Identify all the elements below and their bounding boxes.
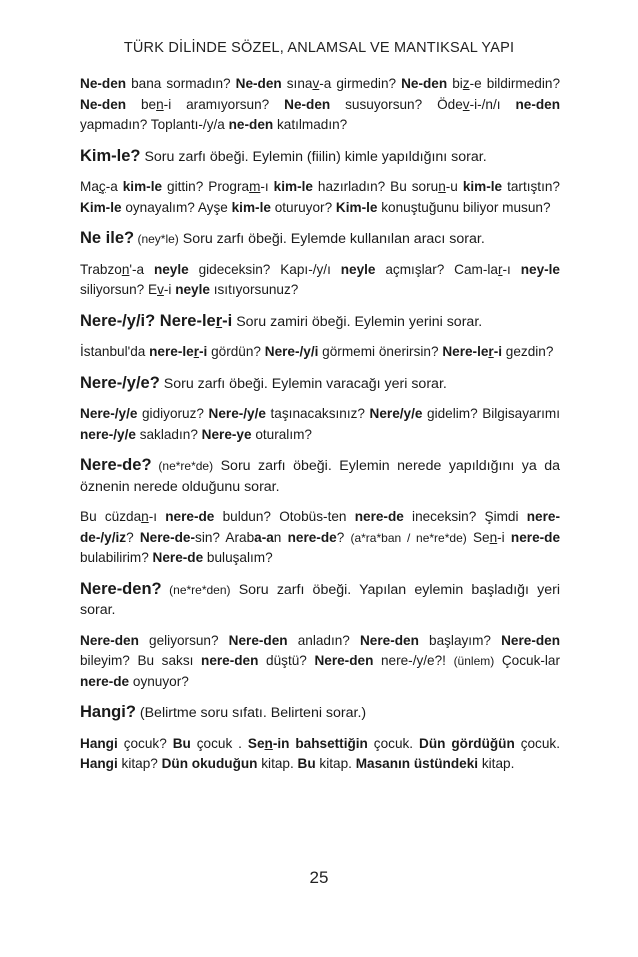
- paragraph-nereden-examples: Nere-den geliyorsun? Nere-den anladın? Nere-den başlayım? Nere-den bileyim? Bu saksı nere-den düştü? Nere-den nere-/y/e?! (ünlem) Çocuk-lar nere-de oynuyor?: [80, 632, 561, 689]
- running-header: TÜRK DİLİNDE SÖZEL, ANLAMSAL VE MANTIKSAL YAPI: [123, 40, 515, 56]
- paragraph-kimle-examples: Maç-a kim-le gittin? Program-ı kim-le hazırladın? Bu sorun-u kim-le tartıştın? Kim-le oynayalım? Ayşe kim-le oturuyor? Kim-le konuştuğunu biliyor musun?: [80, 179, 560, 215]
- page-body: [80, 74, 560, 775]
- paragraph-nereye-examples: Nere-/y/e gidiyoruz? Nere-/y/e taşınacaksınız? Nere/y/e gidelim? Bilgisayarımı nere-/y/e sakladın? Nere-ye oturalım?: [80, 406, 561, 442]
- heading-nereye: Nere-/y/e? Soru zarfı öbeği. Eylemin varacağı yeri sorar.: [80, 373, 447, 392]
- heading-nereyi: Nere-/y/i? Nere-ler-i Soru zamiri öbeği. Eylemin yerini sorar.: [80, 311, 483, 330]
- heading-ne-ile: Ne ile? (ney*le) Soru zarfı öbeği. Eylemde kullanılan aracı sorar.: [80, 229, 485, 247]
- heading-hangi: Hangi? (Belirtme soru sıfatı. Belirteni sorar.): [80, 703, 367, 721]
- paragraph-neyle-examples: Trabzon'-a neyle gideceksin? Kapı-/y/ı neyle açmışlar? Cam-lar-ı ney-le siliyorsun? Ev-i neyle ısıtıyorsunuz?: [80, 261, 560, 297]
- paragraph-hangi-examples: Hangi çocuk? Bu çocuk . Sen-in bahsettiğin çocuk. Dün gördüğün çocuk. Hangi kitap? Dün okuduğun kitap. Bu kitap. Masanın üstündeki kitap.: [80, 735, 560, 771]
- paragraph-neden-examples: Ne-den bana sormadın? Ne-den sınav-a girmedin? Ne-den biz-e bildirmedin? Ne-den ben-i aramıyorsun? Ne-den susuyorsun? Ödev-i-/n/ı ne-den yapmadın? Toplantı-/y/a ne-den katılmadın?: [80, 76, 561, 132]
- heading-nerede: Nere-de? (ne*re*de) Soru zarfı öbeği. Eylemin nerede yapıldığını ya da öznenin nerede olduğunu sorar.: [80, 456, 561, 495]
- paragraph-nerede-examples: Bu cüzdan-ı nere-de buldun? Otobüs-ten nere-de ineceksin? Şimdi nere-de-/y/iz? Nere-de-sin? Araba-an nere-de? (a*ra*ban / ne*re*de) Sen-i nere-de bulabilirim? Nere-de buluşalım?: [80, 509, 561, 565]
- heading-nereden: Nere-den? (ne*re*den) Soru zarfı öbeği. Yapılan eylemin başladığı yeri sorar.: [80, 579, 560, 618]
- paragraph-nereyi-examples: İstanbul'da nere-ler-i gördün? Nere-/y/i görmemi önerirsin? Nere-ler-i gezdin?: [80, 344, 554, 359]
- heading-kimle: Kim-le? Soru zarfı öbeği. Eylemin (fiilin) kimle yapıldığını sorar.: [80, 146, 487, 165]
- page-number: 25: [309, 868, 329, 887]
